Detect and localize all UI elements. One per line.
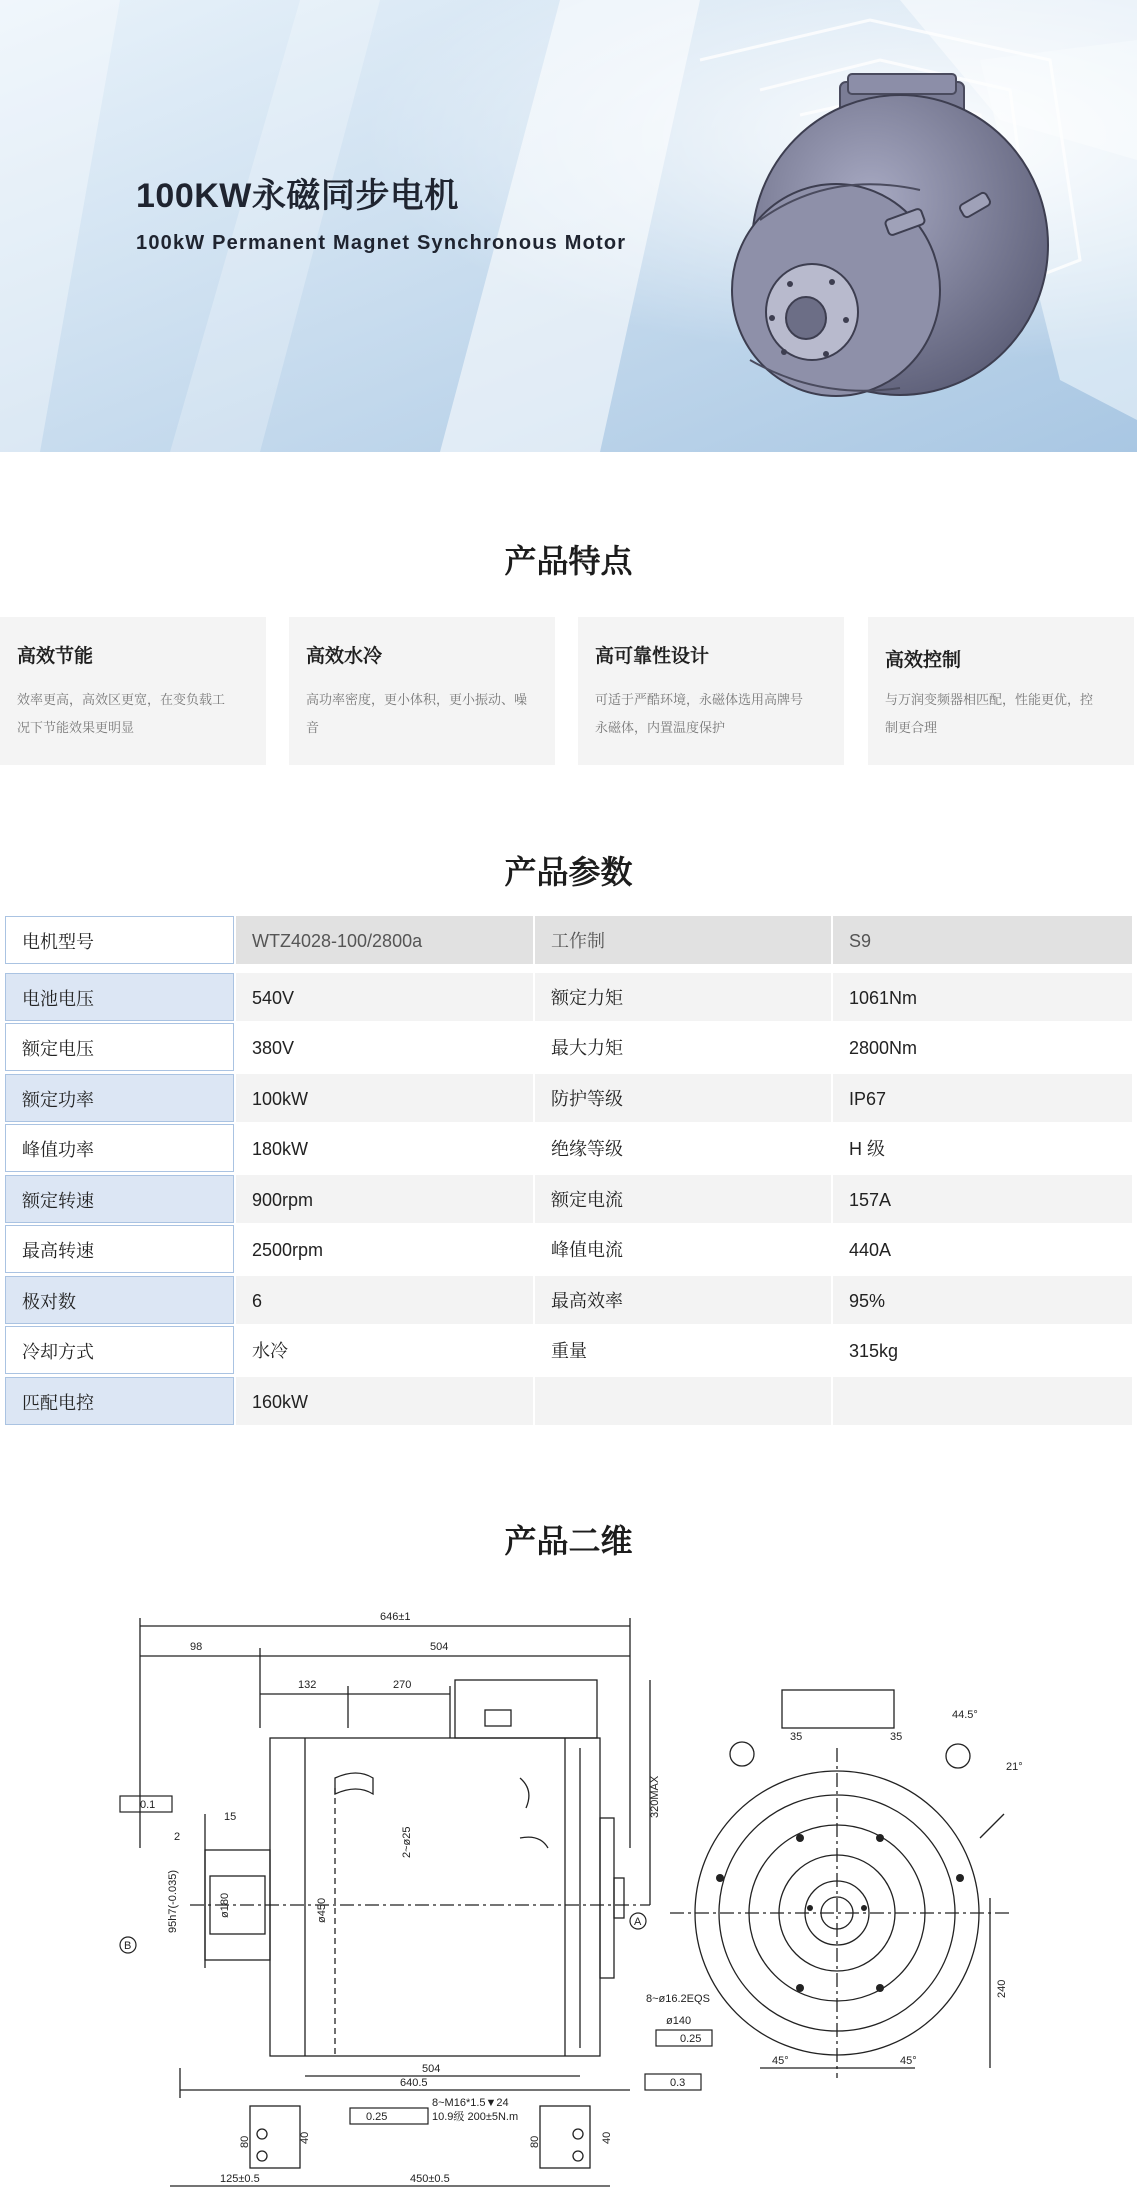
dim-phi180: ø180 [219, 1892, 231, 1918]
feature-desc: 效率更高，高效区更宽，在变负载工 况下节能效果更明显 [17, 692, 226, 735]
table-row [5, 1377, 1132, 1425]
param-label: 峰值电流 [535, 1225, 831, 1273]
param-label: 额定电压 [5, 1023, 234, 1071]
param-value: 900rpm [236, 1175, 533, 1223]
param-value: WTZ4028-100/2800a [236, 916, 533, 964]
param-label: 防护等级 [535, 1074, 831, 1122]
table-row [5, 916, 1132, 964]
param-label: 电池电压 [5, 973, 234, 1021]
feature-title: 高效节能 [17, 646, 94, 667]
dim-holes: 8~ø16.2EQS [646, 1993, 710, 2005]
dim-80-right: 80 [529, 2135, 541, 2148]
hero-title: 100KW永磁同步电机 [136, 177, 459, 215]
dim-phi140: ø140 [666, 2015, 692, 2027]
param-value: 160kW [236, 1377, 533, 1425]
param-value [833, 1377, 1132, 1425]
feature-desc: 与万润变频器相匹配，性能更优，控 制更合理 [885, 692, 1094, 735]
hero-tunnel-graphic [0, 0, 1137, 452]
dim-2: 2 [174, 1831, 181, 1843]
param-value: 380V [236, 1023, 533, 1071]
feature-title: 高效控制 [885, 650, 962, 671]
param-value: 180kW [236, 1124, 533, 1172]
feature-card [578, 617, 844, 765]
table-row [5, 973, 1132, 1021]
tol-025a: 0.25 [680, 2033, 702, 2045]
dim-125: 125±0.5 [220, 2173, 260, 2185]
dim-320max: 320MAX [649, 1775, 661, 1818]
table-row [5, 1175, 1132, 1223]
dim-40-right: 40 [601, 2131, 613, 2144]
table-row [5, 1225, 1132, 1273]
param-label: 冷却方式 [5, 1326, 234, 1374]
dim-504-top: 504 [430, 1641, 449, 1653]
param-label: 匹配电控 [5, 1377, 234, 1425]
param-value: S9 [833, 916, 1132, 964]
dim-640: 640.5 [400, 2077, 428, 2089]
param-value: IP67 [833, 1074, 1132, 1122]
datum-a: A [634, 1916, 642, 1928]
table-row [5, 1276, 1132, 1324]
param-label: 绝缘等级 [535, 1124, 831, 1172]
hero-subtitle: 100kW Permanent Magnet Synchronous Motor [136, 232, 627, 254]
feature-card [868, 617, 1134, 765]
dim-overall: 646±1 [380, 1611, 411, 1623]
param-value: 6 [236, 1276, 533, 1324]
param-value: 440A [833, 1225, 1132, 1273]
tol-03: 0.3 [670, 2077, 686, 2089]
table-row [5, 1023, 1132, 1071]
dim-240: 240 [996, 1979, 1008, 1998]
feature-card [0, 617, 266, 765]
dim-504-bottom: 504 [422, 2063, 441, 2075]
param-value: 157A [833, 1175, 1132, 1223]
tol-025b: 0.25 [366, 2111, 388, 2123]
param-value: 540V [236, 973, 533, 1021]
features-section-title: 产品特点 [504, 543, 633, 579]
dim-bolt-torque: 10.9级 200±5N.m [432, 2111, 519, 2123]
dim-98: 98 [190, 1641, 203, 1653]
param-label: 重量 [535, 1326, 831, 1374]
param-value: 1061Nm [833, 973, 1132, 1021]
dim-35-left: 35 [790, 1731, 803, 1743]
param-value: 100kW [236, 1074, 533, 1122]
feature-card [289, 617, 555, 765]
dim-15: 15 [224, 1811, 237, 1823]
feature-desc: 可适于严酷环境，永磁体选用高牌号 永磁体，内置温度保护 [595, 692, 804, 735]
dim-44-5: 44.5° [952, 1709, 978, 1721]
param-label: 额定电流 [535, 1175, 831, 1223]
dim-35-right: 35 [890, 1731, 903, 1743]
param-label: 极对数 [5, 1276, 234, 1324]
dim-shaft-fit: 95h7(-0.035) [167, 1870, 179, 1933]
param-value: 315kg [833, 1326, 1132, 1374]
param-label: 工作制 [535, 916, 831, 964]
dim-2phi25: 2~ø25 [401, 1826, 413, 1858]
hero-banner [0, 0, 1137, 452]
dim-21: 21° [1006, 1761, 1023, 1773]
motor-2d-drawing [110, 1588, 1030, 2198]
param-label: 额定力矩 [535, 973, 831, 1021]
dim-45-left: 45° [772, 2055, 789, 2067]
dim-45-right: 45° [900, 2055, 917, 2067]
datum-b: B [124, 1940, 132, 1952]
dim-40-left: 40 [299, 2131, 311, 2144]
param-label: 最高效率 [535, 1276, 831, 1324]
dim-bolt-spec: 8~M16*1.5▼24 [432, 2097, 509, 2109]
param-value: 水冷 [236, 1326, 533, 1374]
table-row [5, 1326, 1132, 1374]
param-value: 95% [833, 1276, 1132, 1324]
param-label: 电机型号 [5, 916, 234, 964]
dim-450: 450±0.5 [410, 2173, 450, 2185]
params-section-title: 产品参数 [504, 854, 633, 890]
dim-270: 270 [393, 1679, 412, 1691]
table-row [5, 1074, 1132, 1122]
param-label: 最高转速 [5, 1225, 234, 1273]
param-value: 2800Nm [833, 1023, 1132, 1071]
param-label: 最大力矩 [535, 1023, 831, 1071]
table-row [5, 1124, 1132, 1172]
dim-80-left: 80 [239, 2135, 251, 2148]
feature-title: 高可靠性设计 [595, 646, 710, 667]
dim-phi450: ø450 [316, 1897, 328, 1923]
dim-132: 132 [298, 1679, 317, 1691]
param-label: 峰值功率 [5, 1124, 234, 1172]
param-label: 额定功率 [5, 1074, 234, 1122]
param-label: 额定转速 [5, 1175, 234, 1223]
feature-title: 高效水冷 [306, 646, 383, 667]
param-label [535, 1377, 831, 1425]
feature-desc: 高功率密度，更小体积，更小振动、噪 音 [306, 692, 528, 735]
param-value: 2500rpm [236, 1225, 533, 1273]
tol-01: 0.1 [140, 1799, 156, 1811]
param-value: H 级 [833, 1124, 1132, 1172]
drawing-section-title: 产品二维 [504, 1523, 633, 1559]
